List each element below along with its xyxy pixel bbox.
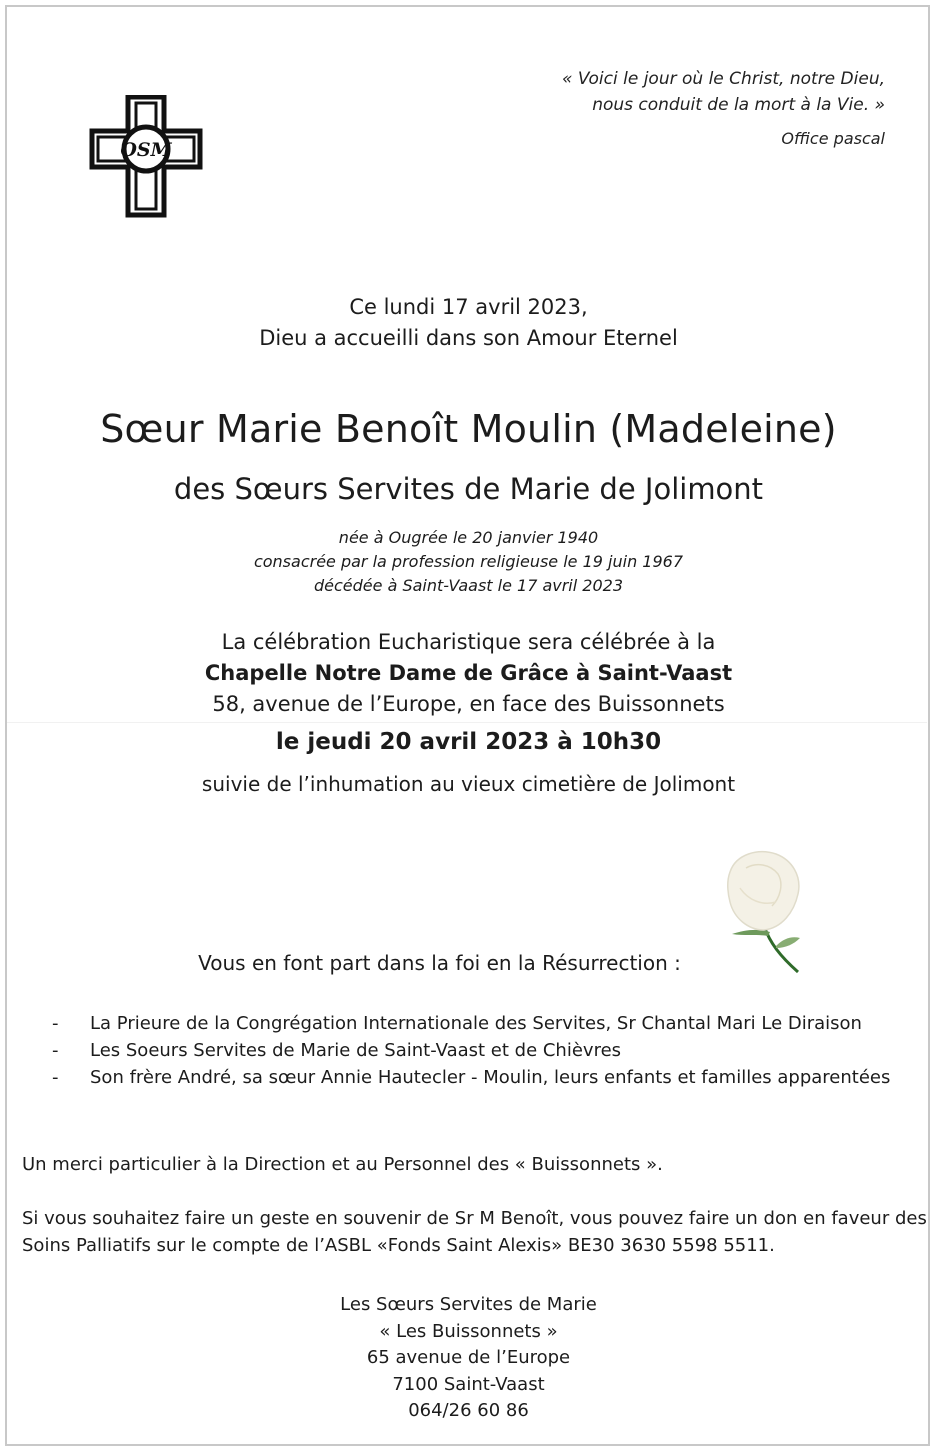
- celebration-info: [0, 627, 937, 720]
- celebration-place: Chapelle Notre Dame de Grâce à Saint-Vaast: [204, 661, 733, 685]
- contact-city: 7100 Saint-Vaast: [392, 1373, 545, 1395]
- death-line: décédée à Saint-Vaast le 17 avril 2023: [314, 576, 623, 595]
- burial-info: suivie de l’inhumation au vieux cimetière de Jolimont: [201, 772, 736, 796]
- announcement: Vous en font part dans la foi en la Résurrection :: [198, 951, 681, 975]
- contact-org: Les Sœurs Servites de Marie: [340, 1294, 597, 1315]
- quote-line-2: nous conduit de la mort à la Vie. »: [592, 95, 885, 115]
- donation-line-2: Soins Palliatifs sur le compte de l’ASBL «Fonds Saint Alexis» BE30 3630 5598 5511.: [22, 1235, 775, 1256]
- list-item: - Son frère André, sa sœur Annie Hautecler - Moulin, leurs enfants et familles apparentées: [52, 1067, 891, 1088]
- life-dates: [0, 526, 937, 598]
- list-item: - Les Soeurs Servites de Marie de Saint-Vaast et de Chièvres: [52, 1040, 622, 1061]
- celebration-address: 58, avenue de l’Europe, en face des Buissonnets: [212, 692, 725, 716]
- thanks-text: Un merci particulier à la Direction et au Personnel des « Buissonnets ».: [22, 1154, 663, 1175]
- intro-date: Ce lundi 17 avril 2023,: [349, 295, 588, 319]
- consecration-line: consacrée par la profession religieuse le 19 juin 1967: [253, 552, 684, 571]
- contact-street: 65 avenue de l’Europe: [366, 1347, 571, 1368]
- donation-line-1: Si vous souhaitez faire un geste en souvenir de Sr M Benoît, vous pouvez faire un don en faveur des: [22, 1208, 927, 1229]
- congregation: des Sœurs Servites de Marie de Jolimont: [173, 472, 764, 506]
- quote-source: Office pascal: [781, 129, 885, 148]
- birth-line: née à Ougrée le 20 janvier 1940: [338, 528, 599, 547]
- logo-text: OSM: [120, 139, 172, 161]
- intro-text: Dieu a accueilli dans son Amour Eternel: [259, 326, 678, 350]
- quote-line-1: « Voici le jour où le Christ, notre Dieu,: [562, 69, 885, 89]
- contact-phone: 064/26 60 86: [408, 1400, 529, 1421]
- list-item: - La Prieure de la Congrégation Internationale des Servites, Sr Chantal Mari Le Diraison: [52, 1013, 862, 1034]
- donation-info: [22, 1205, 927, 1259]
- cross-osm-logo-icon: [88, 95, 204, 219]
- celebration-datetime: le jeudi 20 avril 2023 à 10h30: [275, 729, 662, 755]
- contact-address: [0, 1292, 937, 1425]
- contact-house: « Les Buissonnets »: [379, 1320, 558, 1342]
- family-list: [52, 1010, 890, 1091]
- deceased-name: Sœur Marie Benoît Moulin (Madeleine): [100, 407, 837, 451]
- fold-line: [7, 722, 927, 723]
- epigraph-quote: [562, 66, 885, 152]
- celebration-intro: La célébration Eucharistique sera célébrée à la: [221, 630, 716, 654]
- intro: [0, 292, 937, 354]
